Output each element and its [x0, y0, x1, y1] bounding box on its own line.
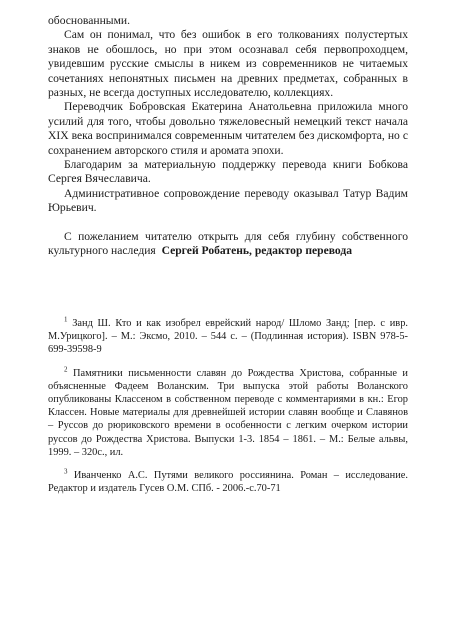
footnote-2-text: Памятники письменности славян до Рождества Христова, собранные и объясненные Фадеем Воланским. Три выпуска этой работы Воланского опубликованы Классеном в собственном переводе с комментариями в кн.: Егор Классен. Новые материалы для древнейшей истории славян вообще и Славянов – Руссов до рюриковского времени в особенности с легким очерком истории руссов до Рождества Христова. Выпуски 1-3. 1854 – 1861. – М.: Белые альвы, 1999. – 320с., ил. — [48, 367, 408, 458]
paragraph-continuation: обоснованными. — [48, 14, 131, 27]
editor-signature: Сергей Робатень, редактор перевода — [161, 244, 353, 258]
paragraph-closing-wish — [48, 230, 408, 259]
closing-wish-text: С пожеланием читателю открыть для себя глубину собственного культурного наследия — [48, 229, 408, 258]
footnote-3-mark: 3 — [64, 467, 68, 476]
footnote-3 — [48, 469, 408, 495]
footnotes — [48, 317, 408, 505]
footnote-2 — [48, 367, 408, 459]
paragraph-administrative-support: Административное сопровождение переводу оказывал Татур Вадим Юрьевич. — [48, 186, 408, 215]
footnote-1-text: Занд Ш. Кто и как изобрел еврейский народ/ Шломо Занд; [пер. с ивр. М.Урицкого]. – М.: Эксмо, 2010. – 544 с. – (Подлинная история). ISBN 978-5-699-39598-9 — [48, 318, 408, 356]
paragraph-translator: Переводчик Бобровская Екатерина Анатольевна приложила много усилий для того, чтобы довольно тяжеловесный немецкий текст начала XIX века воспринимался современным читателем без дискомфорта, но с сохранением авторского стиля и аромата эпохи. — [48, 100, 408, 157]
footnote-1-mark: 1 — [64, 315, 68, 324]
main-text — [48, 14, 408, 259]
paragraph-author-understanding: Сам он понимал, что без ошибок в его толкованиях полустертых знаков не обошлось, но при этом осознавал себя первопроходцем, увидевшим русские смыслы в никем из современников не читаемых сочетаниях непонятных письмен на древних предметах, собранных в разных, не всегда доступных исследователю, коллекциях. — [48, 28, 408, 100]
footnote-3-text: Иванченко А.С. Путями великого россиянина. Роман – исследование. Редактор и издатель Гусев О.М. СПб. - 2006.-с.70-71 — [48, 470, 408, 495]
paragraph-sponsor-thanks: Благодарим за материальную поддержку перевода книги Бобкова Сергея Вячеславича. — [48, 158, 408, 186]
footnote-1 — [48, 317, 408, 357]
footnote-2-mark: 2 — [64, 365, 68, 374]
